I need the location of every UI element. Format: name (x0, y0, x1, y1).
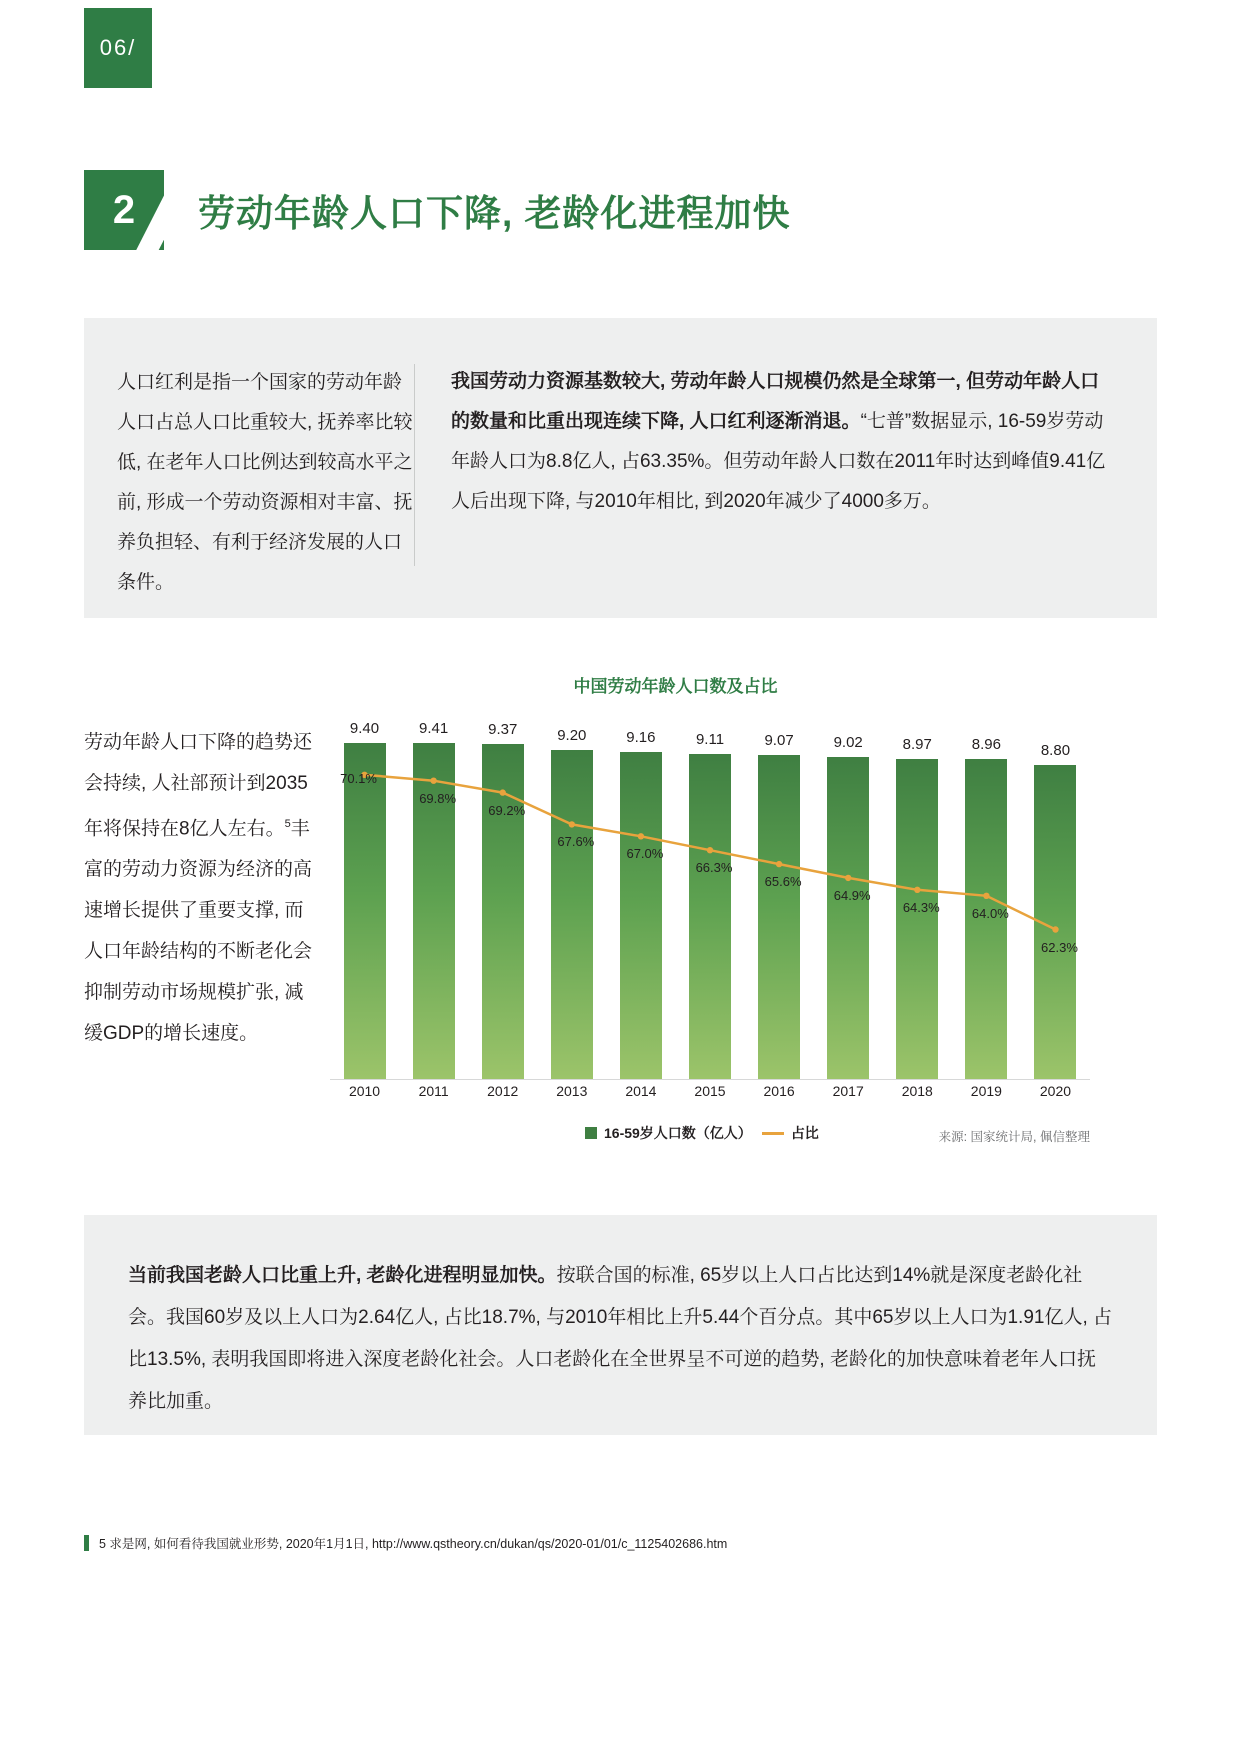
footnote (84, 1534, 727, 1552)
chart-x-label: 2018 (901, 1083, 933, 1099)
chart-line-point (1052, 926, 1058, 932)
side-text-footnote-marker: 5 (284, 818, 291, 830)
page-number-badge (84, 8, 152, 88)
chart-x-axis-labels (330, 1083, 1090, 1109)
chart-line-series (330, 705, 1090, 1080)
chart-point-label: 69.2% (488, 802, 526, 818)
chart-source-note: 来源: 国家统计局, 佩信整理 (938, 1130, 1090, 1144)
chart-point-label: 69.8% (419, 790, 457, 806)
legend-item-bars (585, 1123, 752, 1143)
chart-point-label: 64.9% (833, 887, 871, 903)
chart-bar-label: 9.41 (419, 719, 449, 737)
intro-left-column (84, 318, 414, 618)
legend-label-bars: 16-59岁人口数（亿人） (604, 1125, 752, 1141)
chart-bar-label: 8.80 (1040, 741, 1071, 759)
chart-bar-label: 9.16 (626, 728, 656, 746)
summary-paragraph (128, 1255, 1113, 1423)
chart-bar-label: 8.96 (971, 735, 1001, 753)
footnote-text: 5 求是网, 如何看待我国就业形势, 2020年1月1日, http://www.qstheory.cn/dukan/qs/2020-01/01/c_1125402686.htm (99, 1537, 728, 1551)
chart-point-label: 70.1% (340, 770, 377, 786)
chart-line-point (776, 861, 782, 867)
chart-title (0, 672, 1241, 697)
section-number-badge (84, 170, 164, 250)
chart-x-label: 2019 (970, 1083, 1002, 1099)
chart-line-point (983, 893, 989, 899)
chart-plot-area (330, 705, 1090, 1080)
chart-x-label: 2013 (556, 1083, 588, 1099)
chart-point-label: 64.0% (971, 905, 1009, 921)
chart-line-point (569, 821, 575, 827)
chart-bar-label: 9.07 (764, 731, 794, 749)
legend-swatch-line-icon (762, 1132, 784, 1135)
chart-legend (585, 1123, 819, 1143)
intro-right-bold: 我国劳动力资源基数较大, 劳动年龄人口规模仍然是全球第一, 但劳动年龄人口的数量和比重出现连续下降, 人口红利逐渐消退。 (451, 371, 1100, 432)
intro-right-rest: “七普”数据显示, 16-59岁劳动年龄人口为8.8亿人, 占63.35%。但劳动年龄人口数在2011年时达到峰值9.41亿人后出现下降, 与2010年相比, 到2020年减少了4000多万。 (451, 411, 1106, 512)
population-chart (330, 705, 1090, 1144)
page-number-label: 06/ (99, 35, 137, 60)
summary-rest: 按联合国的标准, 65岁以上人口占比达到14%就是深度老龄化社会。我国60岁及以上人口为2.64亿人, 占比18.7%, 与2010年相比上升5.44个百分点。其中65岁以上人口为1.91亿人, 占比13.5%, 表明我国即将进入深度老龄化社会。人口老龄化在全世界呈不可逆的趋势, 老龄化的加快意味着老年人口抚养比加重。 (128, 1265, 1113, 1412)
chart-x-label: 2020 (1039, 1083, 1072, 1099)
footnote-marker-icon (84, 1535, 89, 1551)
intro-right-paragraph (451, 362, 1111, 522)
chart-point-label: 67.0% (626, 846, 664, 862)
chart-line-point (430, 778, 436, 784)
chart-bar-label: 9.37 (488, 721, 518, 739)
summary-panel (84, 1215, 1157, 1435)
chart-bar-label: 9.20 (557, 727, 587, 745)
section-number-label: 2 (112, 188, 136, 232)
chart-bar-label: 9.40 (349, 720, 380, 738)
chart-line-point (845, 875, 851, 881)
chart-point-label: 66.3% (695, 860, 733, 876)
chart-x-label: 2014 (625, 1083, 657, 1099)
summary-bold: 当前我国老龄人口比重上升, 老龄化进程明显加快。 (128, 1265, 557, 1286)
chart-point-label: 65.6% (764, 874, 802, 890)
intro-right-column (415, 318, 1157, 618)
chart-x-label: 2015 (694, 1083, 726, 1099)
chart-bar-label: 9.11 (695, 730, 725, 748)
chart-side-paragraph (84, 722, 319, 1054)
chart-line-point (638, 833, 644, 839)
intro-left-text: 人口红利是指一个国家的劳动年龄人口占总人口比重较大, 抚养率比较低, 在老年人口比例达到较高水平之前, 形成一个劳动资源相对丰富、抚养负担轻、有利于经济发展的人口条件。 (117, 372, 413, 593)
side-text-b: 丰富的劳动力资源为经济的高速增长提供了重要支撑, 而人口年龄结构的不断老化会抑制劳动市场规模扩张, 减缓GDP的增长速度。 (84, 818, 313, 1045)
chart-x-label: 2016 (763, 1083, 795, 1099)
chart-line-point (500, 789, 506, 795)
chart-point-label: 64.3% (902, 899, 940, 915)
legend-label-line: 占比 (790, 1125, 819, 1141)
chart-bar-label: 9.02 (833, 733, 863, 751)
chart-point-label: 67.6% (557, 834, 595, 850)
chart-x-label: 2010 (348, 1083, 381, 1099)
chart-line-point (914, 887, 920, 893)
badge-slash-decoration (135, 170, 164, 250)
legend-item-line (762, 1123, 819, 1143)
chart-side-text (84, 722, 319, 1054)
chart-bar-label: 8.97 (902, 735, 932, 753)
side-text-a: 劳动年龄人口下降的趋势还会持续, 人社部预计到2035年将保持在8亿人左右。 (84, 732, 313, 840)
section-heading (84, 170, 791, 250)
legend-swatch-bar-icon (585, 1127, 597, 1139)
intro-panel (84, 318, 1157, 618)
chart-x-label: 2012 (487, 1083, 519, 1099)
page-title: 劳动年龄人口下降, 老龄化进程加快 (198, 193, 791, 234)
chart-x-label: 2011 (418, 1083, 449, 1099)
chart-x-label: 2017 (832, 1083, 864, 1099)
chart-point-label: 62.3% (1041, 939, 1078, 955)
chart-title-label: 中国劳动年龄人口数及占比 (573, 677, 778, 696)
chart-line-point (707, 847, 713, 853)
